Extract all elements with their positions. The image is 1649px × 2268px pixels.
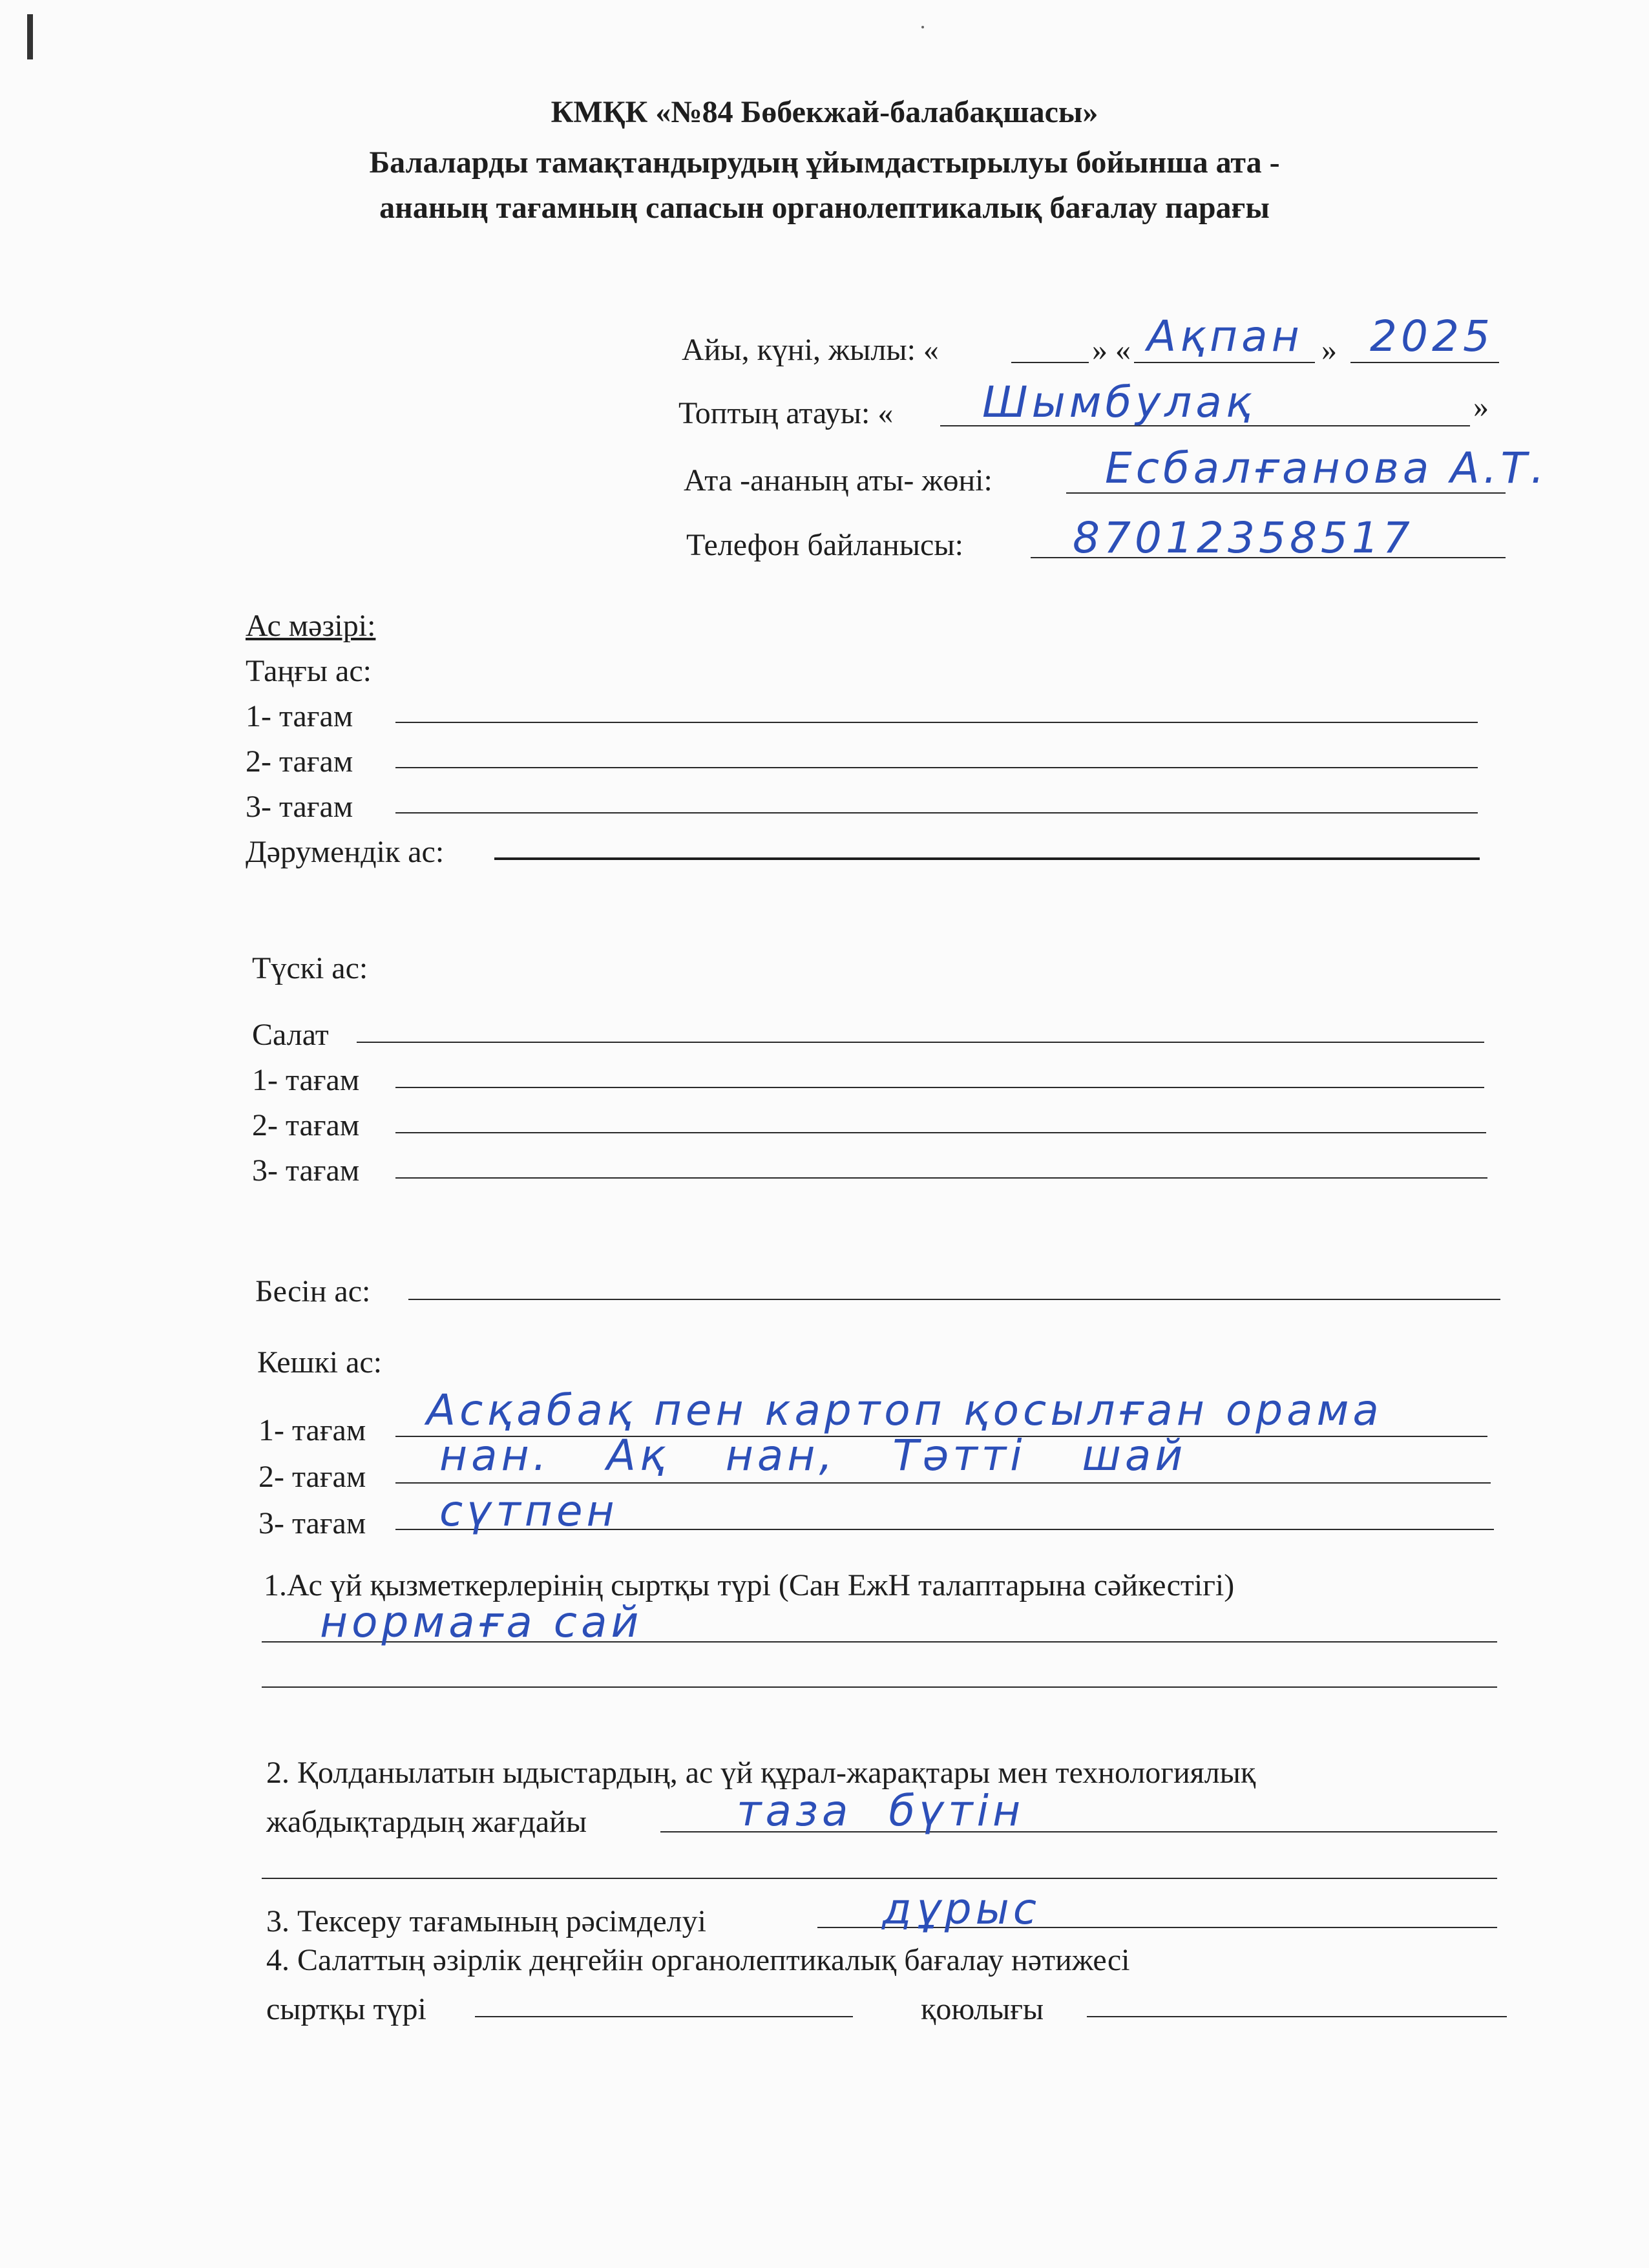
date-year-field[interactable] [1350, 362, 1499, 363]
lunch-item2-field[interactable] [395, 1132, 1486, 1133]
snack-field[interactable] [408, 1299, 1500, 1300]
q4-consistency-label: қоюлығы [921, 1992, 1044, 2026]
snack-label: Бесін ас: [255, 1274, 371, 1308]
date-sep: » « [1092, 333, 1131, 367]
breakfast-item3-label: 3- тағам [246, 790, 353, 824]
breakfast-item3-field[interactable] [395, 812, 1478, 814]
q4-label: 4. Салаттың әзірлік деңгейін органолептикалық бағалау нәтижесі [266, 1943, 1130, 1977]
breakfast-item2-field[interactable] [395, 767, 1478, 768]
lunch-item1-field[interactable] [395, 1087, 1484, 1088]
lunch-item2-label: 2- тағам [252, 1108, 360, 1142]
dinner-item2-field[interactable] [395, 1482, 1491, 1484]
phone-label: Телефон байланысы: [686, 528, 963, 562]
form-title-line1: Балаларды тамақтандырудың ұйымдастырылуы бойынша ата - [369, 145, 1280, 180]
q2-extra-field[interactable] [262, 1878, 1497, 1879]
lunch-item3-field[interactable] [395, 1177, 1487, 1179]
parent-value: Есбалғанова А.Т. [1105, 443, 1548, 493]
q2-label-line2: жабдықтардың жағдайы [266, 1805, 587, 1839]
q4-appearance-label: сыртқы түрі [266, 1992, 426, 2026]
dinner-item1-value: Асқабақ пен картоп қосылған орама [426, 1385, 1383, 1435]
date-close: » [1321, 333, 1337, 367]
q4-consistency-field[interactable] [1087, 2016, 1507, 2017]
dinner-item3-value: сүтпен [439, 1486, 618, 1536]
scan-edge-mark [27, 14, 33, 59]
q1-extra-field[interactable] [262, 1686, 1497, 1688]
date-month-field[interactable] [1134, 362, 1315, 363]
group-label: Топтың атауы: « [678, 396, 894, 430]
lunch-salad-label: Салат [252, 1018, 329, 1052]
lunch-salad-field[interactable] [357, 1042, 1484, 1043]
vitamin-field[interactable] [494, 857, 1480, 860]
lunch-item1-label: 1- тағам [252, 1063, 360, 1097]
dinner-item3-label: 3- тағам [258, 1506, 366, 1540]
date-month-value: Ақпан [1147, 311, 1303, 361]
q3-label: 3. Тексеру тағамының рәсімделуі [266, 1904, 706, 1938]
lunch-item3-label: 3- тағам [252, 1153, 360, 1188]
q4-appearance-field[interactable] [475, 2016, 853, 2017]
q1-label: 1.Ас үй қызметкерлерінің сыртқы түрі (Сан ЕжН талаптарына сәйкестігі) [264, 1568, 1235, 1602]
group-value: Шымбулақ [982, 377, 1255, 427]
org-title: КМҚК «№84 Бөбекжай-балабақшасы» [551, 95, 1098, 129]
q1-answer: нормаға сай [320, 1597, 643, 1647]
menu-heading: Ас мәзірі: [246, 609, 376, 643]
dinner-item2-label: 2- тағам [258, 1460, 366, 1494]
q3-answer: дұрыс [882, 1884, 1040, 1934]
q2-label-line1: 2. Қолданылатын ыдыстардың, ас үй құрал-жарақтары мен технологиялық [266, 1756, 1256, 1790]
breakfast-item2-label: 2- тағам [246, 744, 353, 779]
dinner-label: Кешкі ас: [257, 1345, 383, 1380]
date-day-field[interactable] [1011, 362, 1089, 363]
dinner-item1-label: 1- тағам [258, 1413, 366, 1447]
scan-dust-dot [921, 26, 924, 28]
parent-label: Ата -ананың аты- жөні: [684, 463, 993, 498]
date-year-value: 2025 [1370, 311, 1494, 361]
vitamin-label: Дәрумендік ас: [246, 835, 445, 869]
breakfast-item1-field[interactable] [395, 722, 1478, 723]
lunch-label: Түскі ас: [252, 951, 368, 985]
breakfast-item1-label: 1- тағам [246, 699, 353, 733]
q2-answer: таза бүтін [737, 1786, 1025, 1836]
breakfast-label: Таңғы ас: [246, 654, 372, 688]
date-label: Айы, күні, жылы: « [682, 333, 939, 367]
phone-value: 87012358517 [1073, 513, 1414, 563]
group-close: » [1473, 390, 1489, 424]
form-title-line2: ананың тағамның сапасын органолептикалық бағалау парағы [379, 191, 1270, 225]
dinner-item2-value: нан. Ақ нан, Тәтті шай [439, 1431, 1187, 1480]
